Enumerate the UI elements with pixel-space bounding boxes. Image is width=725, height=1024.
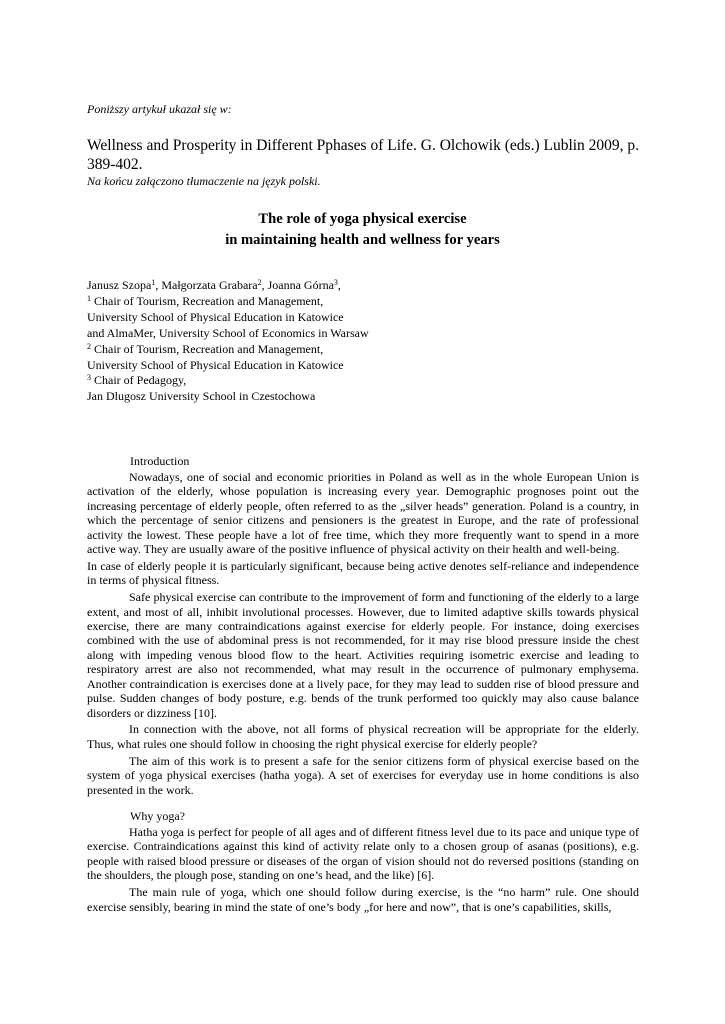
why-yoga-heading: Why yoga?: [130, 809, 185, 823]
authors-line: [87, 278, 647, 294]
author-1-sup: 1: [151, 278, 156, 287]
affiliation-3-sup: 3: [87, 373, 91, 383]
affiliation-1-line-2: University School of Physical Education in Katowice: [87, 309, 344, 324]
source-citation: Wellness and Prosperity in Different Pphases of Life. G. Olchowik (eds.) Lublin 2009, p. 389-402.: [87, 137, 640, 173]
affiliation-1-line-1: [87, 294, 647, 310]
affiliation-2-line-1: [87, 342, 647, 358]
author-2: , Małgorzata Grabara: [155, 278, 258, 292]
affiliation-2-text: Chair of Tourism, Recreation and Management,: [91, 341, 324, 356]
publication-note: Poniższy artykuł ukazał się w:: [87, 102, 232, 116]
translation-note: Na końcu załączono tłumaczenie na język polski.: [87, 174, 321, 188]
article-title-line-2: in maintaining health and wellness for years: [225, 232, 500, 248]
affiliation-3-text: Chair of Pedagogy,: [91, 373, 187, 388]
author-3-sup: 3: [333, 278, 338, 287]
author-3: , Joanna Górna: [261, 278, 334, 292]
authors-tail: ,: [337, 278, 341, 292]
introduction-body: [87, 470, 639, 799]
article-title-line-1: The role of yoga physical exercise: [258, 211, 467, 227]
author-1: Janusz Szopa: [87, 278, 152, 292]
introduction-heading: Introduction: [130, 454, 190, 468]
authors-affiliations: [87, 278, 647, 405]
why-yoga-paragraph-1: Hatha yoga is perfect for people of all ages and of different fitness level due to its pace and unique type of exercise. Contraindications against this kind of activity relate only to a chosen group of asanas (positions), e.g. people with raised blood pressure or diseases of the organ of vision should not do reversed positions (standing on the shoulders, the plough pose, standing on one’s head, and the like) [6].: [87, 825, 639, 883]
intro-paragraph-1: Nowadays, one of social and economic priorities in Poland as well as in the whole European Union is activation of the elderly, whose population is increasing every year. Demographic prognoses point out the increasing percentage of elderly people, often referred to as the „silver heads” generation. Poland is a country, in which the percentage of senior citizens and pensioners is the greatest in Europe, and the rate of professional activity the lowest. These people have a lot of free time, which they more frequently want to spend in a more active way. They are usually aware of the positive influence of physical activity on their health and well-being.: [87, 470, 639, 557]
affiliation-1-text: Chair of Tourism, Recreation and Management,: [91, 293, 324, 308]
affiliation-1-sup: 1: [87, 293, 91, 303]
affiliation-2-line-2: University School of Physical Education in Katowice: [87, 357, 344, 372]
why-yoga-paragraph-2: The main rule of yoga, which one should follow during exercise, is the “no harm” rule. One should exercise sensibly, bearing in mind the state of one’s body „for here and now”, that is one’s capabilities, skills,: [87, 885, 639, 914]
intro-paragraph-2: In case of elderly people it is particularly significant, because being active denotes self-reliance and independence in terms of physical fitness.: [87, 558, 639, 588]
author-2-sup: 2: [257, 278, 262, 287]
affiliation-3-line-2: Jan Dlugosz University School in Czestochowa: [87, 389, 316, 404]
affiliation-2-sup: 2: [87, 341, 91, 351]
why-yoga-body: [87, 825, 639, 916]
intro-paragraph-3: Safe physical exercise can contribute to the improvement of form and functioning of the elderly to a large extent, and most of all, inhibit involutional processes. However, due to limited adaptive skills towards physical exercise, there are many contraindications against exercise for elderly people. For instance, doing exercises combined with the use of abdominal press is not recommended, for it may rise blood pressure inside the chest along with impeding venous blood flow to the heart. Activities requiring isometric exercise and leading to respiratory arrest are also not recommended, what may result in the occurrence of pulmonary emphysema. Another contraindication is exercises done at a lively pace, for they may lead to sudden rise of blood pressure and pulse. Sudden changes of body posture, e.g. bends of the trunk performed too quickly may also cause balance disorders or dizziness [10].: [87, 590, 639, 720]
intro-paragraph-5: The aim of this work is to present a safe for the senior citizens form of physical exercise based on the system of yoga physical exercises (hatha yoga). A set of exercises for everyday use in home conditions is also presented in the work.: [87, 753, 639, 797]
intro-paragraph-4: In connection with the above, not all forms of physical recreation will be appropriate for the elderly. Thus, what rules one should follow in choosing the right physical exercise for elderly people?: [87, 722, 639, 751]
affiliation-1-line-3: and AlmaMer, University School of Economics in Warsaw: [87, 325, 369, 340]
affiliation-3-line-1: [87, 373, 647, 389]
